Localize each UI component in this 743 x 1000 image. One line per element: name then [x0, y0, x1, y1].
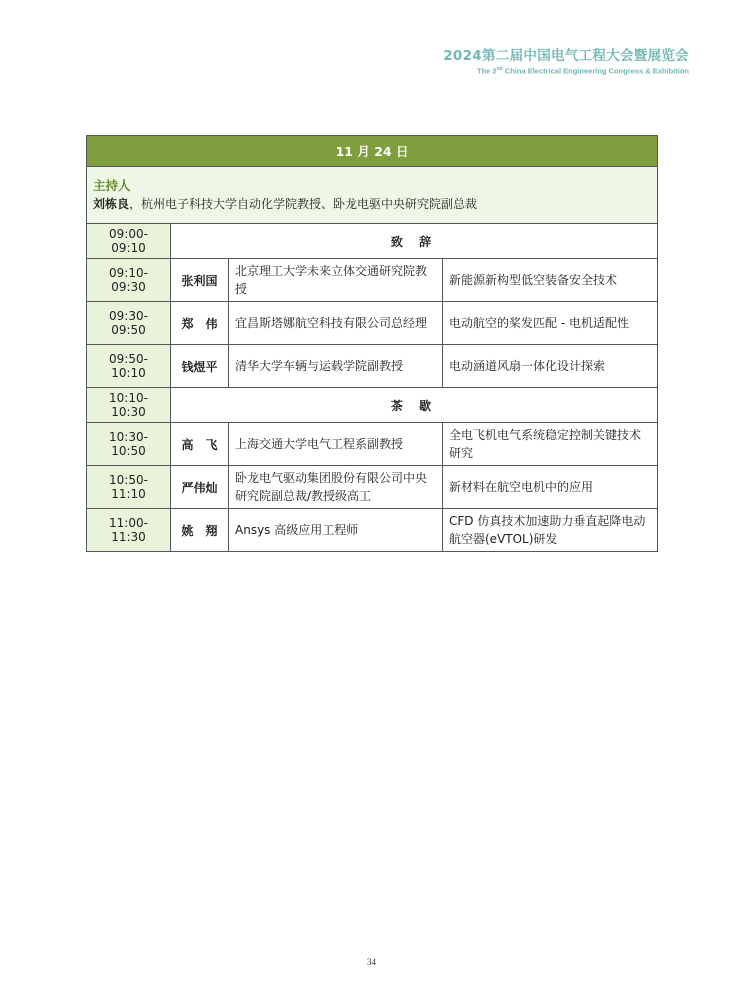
schedule-row — [87, 259, 658, 302]
session-opening: 致 辞 — [171, 224, 658, 259]
speaker-affiliation: 清华大学车辆与运载学院副教授 — [229, 345, 443, 388]
congress-title: 2024第二届中国电气工程大会暨展览会 — [443, 48, 689, 64]
page-number: 34 — [367, 957, 376, 967]
schedule-row — [87, 302, 658, 345]
session-tea-break: 茶 歇 — [171, 388, 658, 423]
time-slot: 09:30-09:50 — [87, 302, 171, 345]
time-slot: 11:00-11:30 — [87, 509, 171, 552]
schedule-row — [87, 224, 658, 259]
schedule-row — [87, 509, 658, 552]
time-slot: 09:00-09:10 — [87, 224, 171, 259]
subtitle-prefix: The 2 — [477, 66, 497, 76]
time-slot: 10:50-11:10 — [87, 466, 171, 509]
speaker-name: 郑 伟 — [171, 302, 229, 345]
time-slot: 09:50-10:10 — [87, 345, 171, 388]
host-name: 刘栋良 — [93, 197, 130, 211]
speaker-name: 钱煜平 — [171, 345, 229, 388]
congress-subtitle — [443, 66, 689, 76]
speaker-name: 高 飞 — [171, 423, 229, 466]
host-cell — [87, 167, 658, 224]
schedule-row — [87, 388, 658, 423]
page-header — [443, 44, 689, 76]
speaker-affiliation: 宜昌斯塔娜航空科技有限公司总经理 — [229, 302, 443, 345]
speaker-affiliation: Ansys 高级应用工程师 — [229, 509, 443, 552]
speaker-name: 严伟灿 — [171, 466, 229, 509]
talk-topic: 电动航空的桨发匹配 - 电机适配性 — [443, 302, 658, 345]
day-label: 11 月 24 日 — [87, 136, 658, 167]
talk-topic: 新材料在航空电机中的应用 — [443, 466, 658, 509]
host-info — [93, 195, 651, 213]
time-slot: 10:30-10:50 — [87, 423, 171, 466]
host-affiliation: ，杭州电子科技大学自动化学院教授、卧龙电驱中央研究院副总裁 — [129, 197, 478, 211]
schedule-row — [87, 466, 658, 509]
talk-topic: CFD 仿真技术加速助力垂直起降电动航空器(eVTOL)研发 — [443, 509, 658, 552]
schedule-row — [87, 345, 658, 388]
speaker-affiliation: 上海交通大学电气工程系副教授 — [229, 423, 443, 466]
host-row — [87, 167, 658, 224]
time-slot: 09:10-09:30 — [87, 259, 171, 302]
day-header-row — [87, 136, 658, 167]
talk-topic: 新能源新构型低空装备安全技术 — [443, 259, 658, 302]
speaker-affiliation: 北京理工大学未来立体交通研究院教授 — [229, 259, 443, 302]
schedule-table — [86, 135, 658, 552]
subtitle-ordinal: nd — [496, 66, 503, 72]
talk-topic: 电动涵道风扇一体化设计探索 — [443, 345, 658, 388]
schedule-row — [87, 423, 658, 466]
host-label: 主持人 — [93, 178, 131, 193]
time-slot: 10:10-10:30 — [87, 388, 171, 423]
speaker-affiliation: 卧龙电气驱动集团股份有限公司中央研究院副总裁/教授级高工 — [229, 466, 443, 509]
talk-topic: 全电飞机电气系统稳定控制关键技术研究 — [443, 423, 658, 466]
speaker-name: 姚 翔 — [171, 509, 229, 552]
speaker-name: 张利国 — [171, 259, 229, 302]
subtitle-suffix: China Electrical Engineering Congress & Exhibition — [502, 66, 689, 76]
